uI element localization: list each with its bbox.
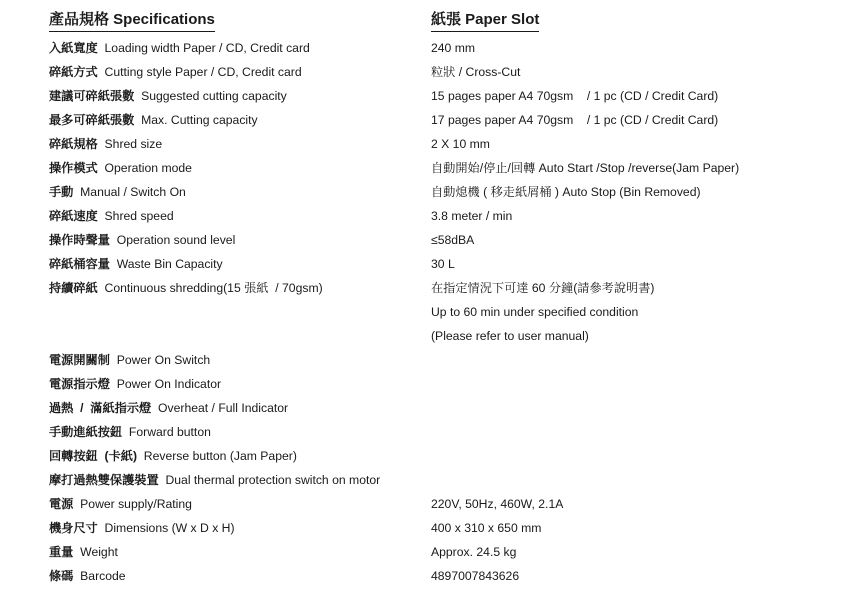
spec-label-zh: 回轉按鈕 (卡紙): [49, 449, 138, 463]
spec-label-zh: 持續碎紙: [49, 281, 98, 295]
spec-label: [49, 544, 118, 560]
spec-value: ≤58dBA: [431, 233, 475, 247]
spec-label-zh: 建議可碎紙張數: [49, 89, 135, 103]
spec-label-en: Shred speed: [104, 209, 174, 223]
paper-slot-heading: 紙張 Paper Slot: [431, 10, 539, 32]
spec-label: [49, 520, 235, 536]
spec-label: [49, 184, 186, 200]
spec-label-en: Overheat / Full Indicator: [158, 401, 289, 415]
spec-label: [49, 400, 288, 416]
spec-label: [49, 352, 210, 368]
spec-label-zh: 電源開關制: [49, 353, 110, 367]
spec-label-zh: 最多可碎紙張數: [49, 113, 135, 127]
spec-label-zh: 碎紙速度: [49, 209, 98, 223]
spec-label-en: Cutting style Paper / CD, Credit card: [104, 65, 302, 79]
spec-value: 粒狀 / Cross-Cut: [431, 65, 521, 79]
spec-label-zh: 手動: [49, 185, 74, 199]
spec-value: 4897007843626: [431, 569, 520, 583]
spec-label-zh: 重量: [49, 545, 74, 559]
spec-label-zh: 條碼: [49, 569, 74, 583]
spec-label-zh: 過熱 / 滿紙指示燈: [49, 401, 152, 415]
spec-label-zh: 摩打過熱雙保護裝置: [49, 473, 159, 487]
spec-label-zh: 碎紙規格: [49, 137, 98, 151]
spec-value: 30 L: [431, 257, 455, 271]
spec-label-en: Loading width Paper / CD, Credit card: [104, 41, 310, 55]
spec-label-zh: 碎紙方式: [49, 65, 98, 79]
spec-label-en: Dual thermal protection switch on motor: [165, 473, 381, 487]
spec-label-zh: 操作模式: [49, 161, 98, 175]
spec-label-en: Forward button: [128, 425, 211, 439]
spec-label-en: Suggested cutting capacity: [141, 89, 287, 103]
spec-label: [49, 568, 126, 584]
spec-label: [49, 40, 310, 56]
spec-value: 240 mm: [431, 41, 476, 55]
spec-label-zh: 操作時聲量: [49, 233, 110, 247]
spec-value: 400 x 310 x 650 mm: [431, 521, 542, 535]
spec-label: [49, 88, 287, 104]
spec-label: [49, 136, 162, 152]
spec-label: [49, 448, 297, 464]
spec-label-zh: 機身尺寸: [49, 521, 98, 535]
spec-value: Up to 60 min under specified condition: [431, 305, 639, 319]
spec-label: [49, 472, 380, 488]
spec-label-zh: 入紙寬度: [49, 41, 98, 55]
spec-label-en: Manual / Switch On: [80, 185, 186, 199]
spec-label: [49, 256, 223, 272]
spec-label-en: Operation mode: [104, 161, 192, 175]
spec-label: [49, 424, 211, 440]
spec-value: Approx. 24.5 kg: [431, 545, 517, 559]
spec-label-zh: 電源: [49, 497, 74, 511]
spec-label-en: Weight: [80, 545, 118, 559]
spec-label: [49, 496, 192, 512]
spec-value: 自動熄機 ( 移走紙屑桶 ) Auto Stop (Bin Removed): [431, 185, 701, 199]
spec-value: 2 X 10 mm: [431, 137, 490, 151]
spec-value: 在指定情況下可達 60 分鐘(請參考說明書): [431, 281, 655, 295]
spec-label: [49, 64, 302, 80]
spec-label-zh: 手動進紙按鈕: [49, 425, 123, 439]
spec-label-en: Power On Indicator: [116, 377, 222, 391]
spec-label-en: Continuous shredding(15 張紙 / 70gsm): [104, 281, 323, 295]
spec-label-en: Reverse button (Jam Paper): [143, 449, 297, 463]
spec-label-en: Dimensions (W x D x H): [104, 521, 235, 535]
spec-value: 3.8 meter / min: [431, 209, 513, 223]
spec-label: [49, 280, 323, 296]
spec-label-en: Power supply/Rating: [80, 497, 192, 511]
spec-label: [49, 232, 235, 248]
spec-value: 15 pages paper A4 70gsm / 1 pc (CD / Credit Card): [431, 89, 719, 103]
spec-label: [49, 208, 174, 224]
spec-label-en: Waste Bin Capacity: [116, 257, 223, 271]
spec-value: (Please refer to user manual): [431, 329, 589, 343]
spec-label: [49, 376, 221, 392]
spec-value: 220V, 50Hz, 460W, 2.1A: [431, 497, 564, 511]
spec-label-en: Barcode: [80, 569, 126, 583]
spec-value: 17 pages paper A4 70gsm / 1 pc (CD / Credit Card): [431, 113, 719, 127]
spec-value: 自動開始/停止/回轉 Auto Start /Stop /reverse(Jam Paper): [431, 161, 740, 175]
spec-label: [49, 160, 192, 176]
spec-label-zh: 碎紙桶容量: [49, 257, 110, 271]
spec-label-zh: 電源指示燈: [49, 377, 110, 391]
spec-label-en: Operation sound level: [116, 233, 236, 247]
spec-label-en: Max. Cutting capacity: [141, 113, 258, 127]
spec-label-en: Shred size: [104, 137, 163, 151]
specifications-heading: 產品規格 Specifications: [49, 10, 215, 32]
spec-label-en: Power On Switch: [116, 353, 211, 367]
spec-label: [49, 112, 258, 128]
